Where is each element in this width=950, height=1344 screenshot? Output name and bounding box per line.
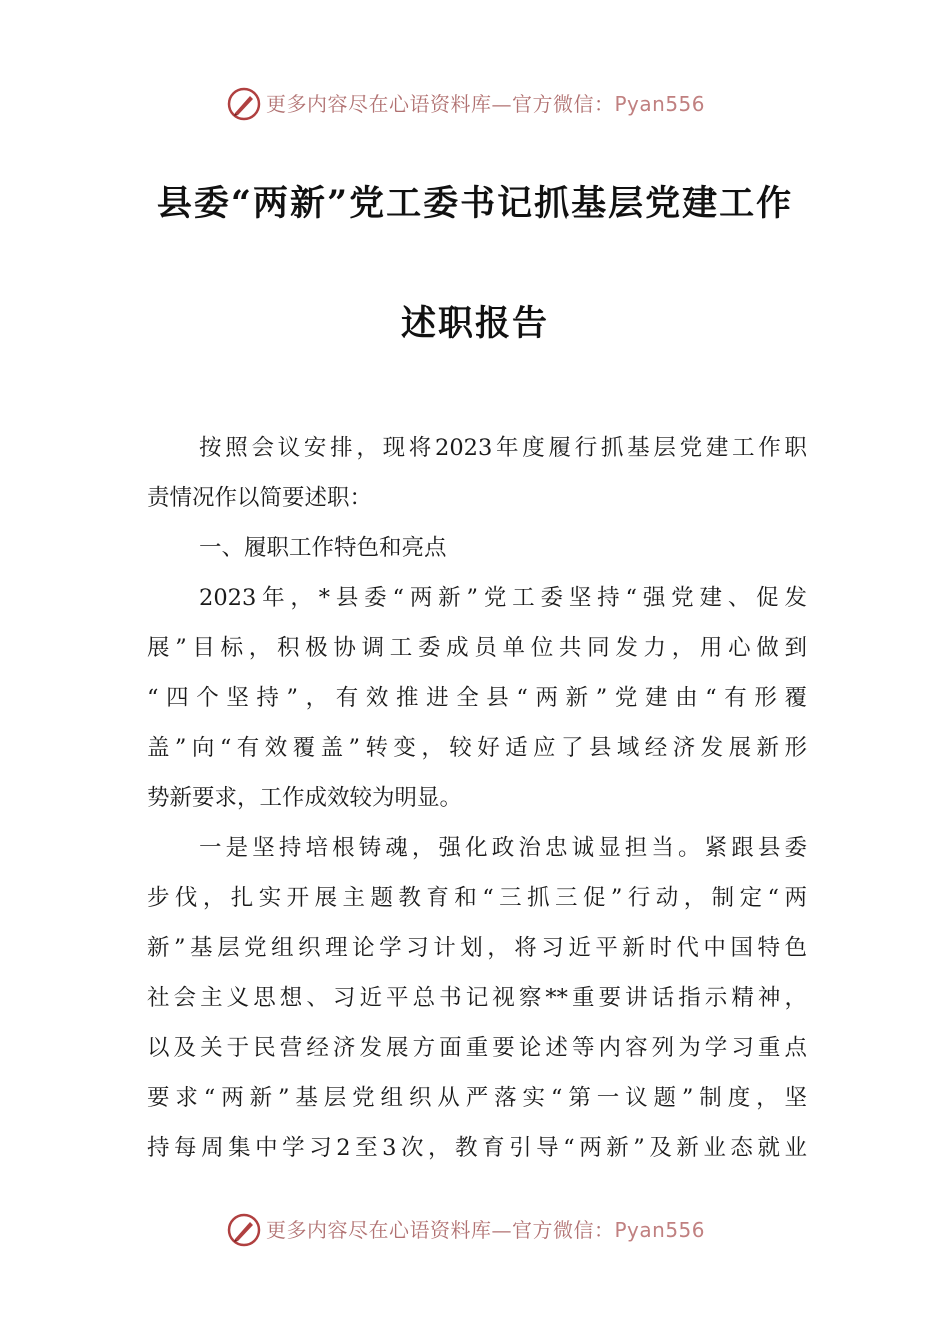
text-line: 按照会议安排，现将2023年度履行抓基层党建工作职 bbox=[199, 435, 807, 461]
paragraph-overview bbox=[147, 573, 807, 823]
text-line: 责情况作以简要述职： bbox=[147, 485, 373, 511]
paragraph-intro bbox=[147, 423, 807, 523]
text-line: 持每周集中学习2至3次，教育引导“两新”及新业态就业 bbox=[147, 1135, 807, 1161]
section-heading bbox=[147, 523, 807, 573]
text-line: 步伐，扎实开展主题教育和“三抓三促”行动，制定“两 bbox=[147, 885, 807, 911]
text-line: 一、履职工作特色和亮点 bbox=[199, 535, 447, 561]
document-title-line-2: 述职报告 bbox=[400, 303, 549, 344]
text-line: 势新要求，工作成效较为明显。 bbox=[147, 785, 463, 811]
watermark-footer bbox=[0, 1210, 950, 1250]
pen-logo-icon bbox=[226, 1212, 262, 1248]
document-title-line-1: 县委“两新”党工委书记抓基层党建工作 bbox=[156, 183, 794, 224]
paragraph-point-one bbox=[147, 823, 807, 1173]
watermark-text: 更多内容尽在心语资料库—官方微信：Pyan556 bbox=[266, 92, 706, 116]
text-line: 社会主义思想、习近平总书记视察**重要讲话指示精神， bbox=[147, 985, 807, 1011]
text-line: 新”基层党组织理论学习计划，将习近平新时代中国特色 bbox=[147, 935, 807, 961]
text-line: 一是坚持培根铸魂，强化政治忠诚显担当。紧跟县委 bbox=[199, 835, 807, 861]
text-line: “四个坚持”，有效推进全县“两新”党建由“有形覆 bbox=[147, 685, 807, 711]
text-line: 盖”向“有效覆盖”转变，较好适应了县域经济发展新形 bbox=[147, 735, 807, 761]
watermark-text: 更多内容尽在心语资料库—官方微信：Pyan556 bbox=[266, 1218, 706, 1242]
text-line: 2023年，*县委“两新”党工委坚持“强党建、促发 bbox=[199, 585, 807, 611]
pen-logo-icon bbox=[226, 86, 262, 122]
text-line: 以及关于民营经济发展方面重要论述等内容列为学习重点 bbox=[147, 1035, 807, 1061]
text-line: 展”目标，积极协调工委成员单位共同发力，用心做到 bbox=[147, 635, 807, 661]
watermark-header bbox=[0, 84, 950, 124]
text-line: 要求“两新”基层党组织从严落实“第一议题”制度，坚 bbox=[147, 1085, 807, 1111]
